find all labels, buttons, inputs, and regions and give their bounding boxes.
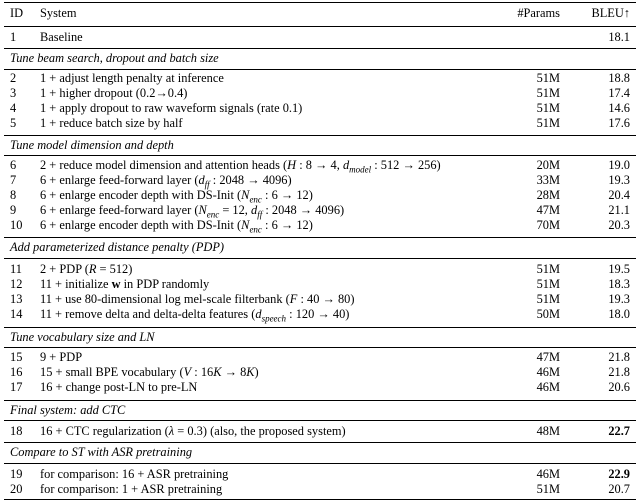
row-bleu: 17.6 xyxy=(608,116,630,130)
row-bleu: 19.5 xyxy=(608,262,630,276)
row-system: 2 + PDP (R = 512) xyxy=(40,262,133,276)
row-params: 70M xyxy=(536,218,560,232)
row-bleu: 21.8 xyxy=(608,365,630,379)
row-id: 17 xyxy=(10,380,23,394)
row-params: 47M xyxy=(536,203,560,217)
header-params: #Params xyxy=(517,6,560,20)
row-id: 9 xyxy=(10,203,17,217)
row-params: 28M xyxy=(536,188,560,202)
row-params: 46M xyxy=(536,467,560,481)
table-row xyxy=(0,101,640,116)
row-id: 2 xyxy=(10,71,17,85)
table-row xyxy=(0,277,640,292)
row-params: 48M xyxy=(536,424,560,438)
row-bleu: 19.3 xyxy=(608,292,630,306)
row-bleu: 19.0 xyxy=(608,158,630,172)
row-bleu: 18.8 xyxy=(608,71,630,85)
table-row xyxy=(0,86,640,101)
table-row xyxy=(0,218,640,233)
section-rule xyxy=(4,48,636,49)
table-row xyxy=(0,71,640,86)
row-params: 33M xyxy=(536,173,560,187)
section-title-rule xyxy=(4,155,636,156)
row-system: 15 + small BPE vocabulary (V : 16K → 8K) xyxy=(40,365,259,379)
row-system: 1 + adjust length penalty at inference xyxy=(40,71,224,85)
header-system: System xyxy=(40,6,77,20)
header-bleu: BLEU↑ xyxy=(591,6,630,20)
row-id: 11 xyxy=(10,262,22,276)
table-row xyxy=(0,292,640,307)
section-title: Tune beam search, dropout and batch size xyxy=(10,51,219,65)
row-bleu: 22.7 xyxy=(608,424,630,438)
baseline-row xyxy=(0,30,640,45)
row-system: 6 + enlarge encoder depth with DS-Init ($N_{enc}$ : 6 → 12) xyxy=(40,218,313,235)
row-system: for comparison: 1 + ASR pretraining xyxy=(40,482,223,496)
table-row xyxy=(0,365,640,380)
row-params: 51M xyxy=(536,262,560,276)
row-id: 18 xyxy=(10,424,23,438)
table-row xyxy=(0,158,640,173)
table-row xyxy=(0,424,640,439)
row-params: 46M xyxy=(536,380,560,394)
section-title-rule xyxy=(4,69,636,70)
row-id: 7 xyxy=(10,173,17,187)
row-params: 47M xyxy=(536,350,560,364)
section-title: Tune model dimension and depth xyxy=(10,138,174,152)
section-rule xyxy=(4,442,636,443)
row-bleu: 21.1 xyxy=(608,203,630,217)
top-rule xyxy=(4,2,636,3)
row-bleu: 19.3 xyxy=(608,173,630,187)
row-system: 6 + enlarge encoder depth with DS-Init ($N_{enc}$ : 6 → 12) xyxy=(40,188,313,205)
section-rule xyxy=(4,400,636,401)
row-bleu: 21.8 xyxy=(608,350,630,364)
header-row xyxy=(0,6,640,21)
section-title: Tune vocabulary size and LN xyxy=(10,330,155,344)
section-title: Final system: add CTC xyxy=(10,403,126,417)
row-id: 6 xyxy=(10,158,17,172)
row-bleu: 20.4 xyxy=(608,188,630,202)
table-row xyxy=(0,262,640,277)
baseline-bleu: 18.1 xyxy=(608,30,630,44)
table-row xyxy=(0,307,640,322)
row-params: 51M xyxy=(536,86,560,100)
row-system: 11 + use 80-dimensional log mel-scale filterbank (F : 40 → 80) xyxy=(40,292,355,306)
row-id: 3 xyxy=(10,86,17,100)
row-params: 51M xyxy=(536,292,560,306)
row-system: 16 + change post-LN to pre-LN xyxy=(40,380,198,394)
row-id: 14 xyxy=(10,307,23,321)
row-bleu: 20.6 xyxy=(608,380,630,394)
table-row xyxy=(0,188,640,203)
section-title: Add parameterized distance penalty (PDP) xyxy=(10,240,225,254)
row-id: 12 xyxy=(10,277,23,291)
row-bleu: 18.0 xyxy=(608,307,630,321)
section-title-rule xyxy=(4,347,636,348)
row-system: 11 + remove delta and delta-delta features ($d_{speech}$ : 120 → 40) xyxy=(40,307,350,324)
section-rule xyxy=(4,327,636,328)
row-system: 6 + enlarge feed-forward layer ($N_{enc} = 12$, $d_{ff}$ : 2048 → 4096) xyxy=(40,203,345,220)
table-row xyxy=(0,350,640,365)
row-system: 1 + higher dropout (0.2→0.4) xyxy=(40,86,188,100)
header-rule xyxy=(4,26,636,27)
row-system: 2 + reduce model dimension and attention heads (H : 8 → 4, $d_{model}$ : 512 → 256) xyxy=(40,158,441,175)
table-row xyxy=(0,203,640,218)
row-id: 20 xyxy=(10,482,23,496)
row-params: 20M xyxy=(536,158,560,172)
table-row xyxy=(0,116,640,131)
section-rule xyxy=(4,237,636,238)
baseline-system: Baseline xyxy=(40,30,83,44)
row-params: 51M xyxy=(536,277,560,291)
row-params: 50M xyxy=(536,307,560,321)
row-params: 46M xyxy=(536,365,560,379)
table-row xyxy=(0,380,640,395)
row-system: 16 + CTC regularization (λ = 0.3) (also, the proposed system) xyxy=(40,424,346,438)
row-system: 6 + enlarge feed-forward layer ($d_{ff}$ : 2048 → 4096) xyxy=(40,173,292,190)
row-id: 5 xyxy=(10,116,17,130)
row-system: 1 + apply dropout to raw waveform signals (rate 0.1) xyxy=(40,101,303,115)
table-row xyxy=(0,173,640,188)
row-bleu: 18.3 xyxy=(608,277,630,291)
bottom-rule xyxy=(4,499,636,500)
baseline-id: 1 xyxy=(10,30,17,44)
header-id: ID xyxy=(10,6,24,20)
section-title-rule xyxy=(4,258,636,259)
row-bleu: 17.4 xyxy=(608,86,630,100)
row-id: 19 xyxy=(10,467,23,481)
row-bleu: 20.7 xyxy=(608,482,630,496)
row-params: 51M xyxy=(536,482,560,496)
row-id: 10 xyxy=(10,218,23,232)
row-params: 51M xyxy=(536,116,560,130)
row-system: 9 + PDP xyxy=(40,350,83,364)
row-system: 11 + initialize w in PDP randomly xyxy=(40,277,210,291)
table-row xyxy=(0,482,640,497)
table-row xyxy=(0,467,640,482)
row-system: for comparison: 16 + ASR pretraining xyxy=(40,467,229,481)
row-id: 16 xyxy=(10,365,23,379)
row-id: 15 xyxy=(10,350,23,364)
row-params: 51M xyxy=(536,71,560,85)
section-title-rule xyxy=(4,420,636,421)
row-bleu: 22.9 xyxy=(608,467,630,481)
row-id: 13 xyxy=(10,292,23,306)
section-title: Compare to ST with ASR pretraining xyxy=(10,445,193,459)
row-params: 51M xyxy=(536,101,560,115)
row-id: 8 xyxy=(10,188,17,202)
row-system: 1 + reduce batch size by half xyxy=(40,116,183,130)
section-title-rule xyxy=(4,463,636,464)
section-rule xyxy=(4,135,636,136)
row-bleu: 20.3 xyxy=(608,218,630,232)
row-id: 4 xyxy=(10,101,17,115)
row-bleu: 14.6 xyxy=(608,101,630,115)
